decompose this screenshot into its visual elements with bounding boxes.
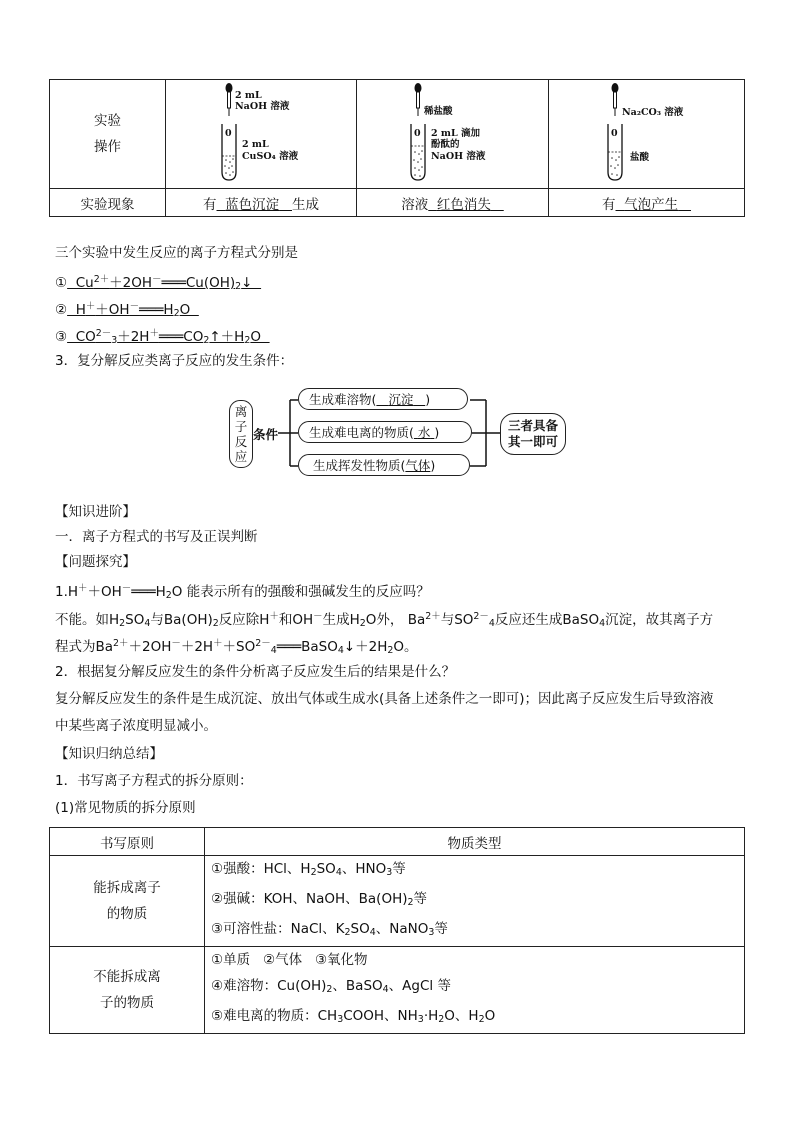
obs1-cell — [166, 189, 357, 217]
answer-1-line2: 程式为$Ba^{2+}+2OH^-+2H^++SO^{2-}_4═══BaSO_4↓+2H_2O$。 — [55, 638, 418, 656]
summary-1: 1．书写离子方程式的拆分原则： — [55, 773, 253, 789]
exp1-tube-mark: 0 — [225, 128, 232, 139]
strong-bases: ②强碱：KOH、NaOH、$Ba(OH)_2$等 — [211, 891, 428, 908]
exp3-top-label: Na₂CO₃ 溶液 — [622, 107, 684, 118]
condition-weak-electrolyte: 生成难电离的物质( 水 ) — [298, 421, 472, 443]
soluble-salts: ③可溶性盐：NaCl、$K_2SO_4$、NaNO$_3$等 — [211, 921, 448, 938]
summary-1-1: (1)常见物质的拆分原则 — [55, 800, 196, 816]
equation-1: ① $Cu^{2+}+2OH^-═══Cu(OH)_2↓$ — [55, 274, 262, 292]
weak-electrolytes: ⑤难电离的物质：$CH_3COOH$、$NH_3\cdot H_2O$、$H_2O$ — [211, 1008, 496, 1025]
experiment-table — [49, 79, 745, 217]
splittable-label-cell — [50, 856, 205, 947]
exp3-figure — [549, 80, 744, 188]
exp2-tube-label-3: NaOH 溶液 — [431, 151, 486, 162]
section-3-heading: 3．复分解反应类离子反应的发生条件： — [55, 353, 294, 369]
dropper-tube-icon — [549, 80, 744, 188]
explore-heading: 【问题探究】 — [55, 554, 136, 570]
obs1-pre: 有 — [203, 196, 217, 213]
exp1-cell — [166, 80, 357, 189]
exp2-tube-label-1: 2 mL 滴加 — [431, 128, 480, 139]
operation-label-cell — [50, 80, 166, 189]
splittable-label: 能拆成离子 的物质 — [93, 880, 161, 922]
header-substance-type: 物质类型 — [205, 828, 745, 856]
equation-2: ② $H^++OH^-═══H_2O$ — [55, 301, 199, 319]
question-1: $1.H^++OH^-═══H_2O$ 能表示所有的强酸和强碱发生的反应吗？ — [55, 583, 430, 601]
exp1-top-label-1: 2 mL — [235, 90, 262, 101]
equation-3: ③ $CO^{2-}_3+2H^+═══CO_2↑+H_2O$ — [55, 328, 270, 346]
exp2-cell — [357, 80, 549, 189]
operation-label: 实验 操作 — [94, 113, 121, 155]
ion-reaction-box: 离 子 反 应 — [229, 400, 253, 468]
part1-heading: 一．离子方程式的书写及正误判断 — [55, 529, 258, 545]
exp1-top-label-2: NaOH 溶液 — [235, 101, 290, 112]
summary-heading: 【知识归纳总结】 — [55, 746, 163, 762]
non-splittable-types-cell — [205, 947, 745, 1034]
exp2-top-label: 稀盐酸 — [424, 106, 453, 117]
non-splittable-label: 不能拆成离 子的物质 — [93, 969, 161, 1011]
obs1-fill: 蓝色沉淀 — [225, 196, 280, 213]
observation-label: 实验现象 — [80, 196, 135, 213]
obs3-fill: 气泡产生 — [624, 196, 679, 213]
split-principle-table — [49, 827, 745, 1034]
exp1-figure — [166, 80, 356, 188]
exp3-tube-label: 盐酸 — [630, 152, 650, 163]
question-2: 2．根据复分解反应发生的条件分析离子反应发生后的结果是什么？ — [55, 664, 456, 680]
exp1-tube-label-2: CuSO₄ 溶液 — [242, 151, 299, 162]
obs2-cell — [357, 189, 549, 217]
answer-2-line1: 复分解反应发生的条件是生成沉淀、放出气体或生成水(具备上述条件之一即可)；因此离子反应发生后导致溶液 — [55, 691, 714, 707]
non-splittable-label-cell — [50, 947, 205, 1034]
obs3-pre: 有 — [602, 196, 616, 213]
condition-precipitate: 生成难溶物( 沉淀 ) — [298, 388, 468, 410]
obs2-pre: 溶液 — [401, 196, 429, 213]
exp3-cell — [549, 80, 745, 189]
exp3-tube-mark: 0 — [611, 128, 618, 139]
exp2-tube-label-2: 酚酞的 — [431, 139, 460, 150]
exp2-figure — [357, 80, 548, 188]
splittable-types-cell — [205, 856, 745, 947]
answer-2-line2: 中某些离子浓度明显减小。 — [55, 718, 217, 734]
any-one-box: 三者具备 其一即可 — [500, 413, 566, 455]
condition-label: 条件 — [253, 427, 279, 442]
obs2-fill: 红色消失 — [436, 196, 491, 213]
condition-diagram — [228, 386, 598, 486]
answer-1-line1: 不能。如$H_2SO_4$与$Ba(OH)_2$反应除H＋和OH－生成$H_2O$外， $Ba^{2+}$与$SO^{2-}_4$反应还生成BaSO$_4$沉淀，故其离子方 — [55, 611, 714, 629]
obs1-post: 生成 — [291, 196, 319, 213]
condition-gas: 生成挥发性物质( 气体 ) — [298, 454, 470, 476]
exp1-tube-label-1: 2 mL — [242, 139, 269, 150]
strong-acids: ①强酸：HCl、$H_2SO_4$、$HNO_3$等 — [211, 861, 406, 878]
advance-heading: 【知识进阶】 — [55, 504, 136, 520]
elements-gases-oxides: ①单质 ②气体 ③氧化物 — [211, 952, 368, 968]
observation-label-cell — [50, 189, 166, 217]
insoluble-substances: ④难溶物：$Cu(OH)_2$、BaSO$_4$、AgCl 等 — [211, 978, 451, 995]
obs3-cell — [549, 189, 745, 217]
exp2-tube-mark: 0 — [414, 128, 421, 139]
intro-text: 三个实验中发生反应的离子方程式分别是 — [55, 245, 298, 261]
header-principle: 书写原则 — [50, 828, 205, 856]
